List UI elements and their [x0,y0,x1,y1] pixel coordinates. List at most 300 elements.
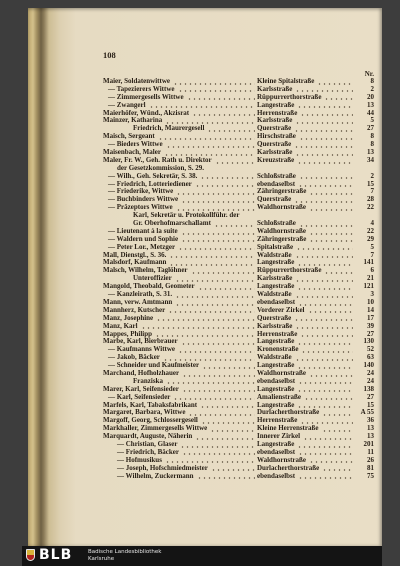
entry-house-number: 81 [367,464,374,472]
address-entry [103,94,374,102]
entry-street-cell [257,133,355,141]
leader-dots [300,110,353,118]
entry-name-cell [103,133,257,141]
leader-dots [294,141,353,149]
entry-street-cell [257,220,355,228]
leader-dots [175,291,255,299]
entry-street: ebendaselbst [257,298,296,306]
leader-dots [187,94,255,102]
blb-emblem-icon [26,549,35,561]
address-entry [103,457,374,465]
address-entry [103,409,374,417]
entry-house-number: 138 [363,385,374,393]
entry-street-cell [257,102,355,110]
entry-name-cell [103,441,257,449]
entry-street: Waldstraße [257,354,292,362]
entry-street: Langestraße [257,101,295,109]
entry-street: Vorderer Zirkel [257,306,305,314]
entry-street: Karlsstraße [257,322,293,330]
entry-street-cell [257,378,355,386]
entry-name-cell [103,157,257,165]
entry-street-cell [257,331,355,339]
entry-house-number: 13 [367,433,374,441]
entry-street: Amalienstraße [257,393,301,401]
entry-name-cell [103,204,257,212]
entry-street: Hirschstraße [257,133,296,141]
entry-street: Herrenstraße [257,417,298,425]
leader-dots [178,86,256,94]
entry-street-cell [257,370,355,378]
leader-dots [298,378,353,386]
entry-house-number: 22 [367,204,374,212]
entry-house-number: 75 [367,472,374,480]
entry-house-number: 13 [367,101,374,109]
leader-dots [298,449,353,457]
entry-street: ebendaselbst [257,377,296,385]
entry-name: Karl, Sekretär u. Protokollführ. der [133,212,240,220]
entry-street: Innerer Zirkel [257,433,301,441]
entry-name: Margoff, Georg, Schlossergesell [103,417,198,425]
entry-street-cell [257,228,355,236]
entry-house-number: 6 [370,267,374,275]
leader-dots [207,125,255,133]
address-entry [103,425,374,433]
entry-name: — Kaufmanns Wittwe [108,346,176,354]
address-entry [103,86,374,94]
leader-dots [309,457,353,465]
entry-house-number: 26 [367,456,374,464]
leader-dots [181,338,255,346]
entry-name-cell [103,362,257,370]
entry-street: Langestraße [257,440,295,448]
entry-name: — Schneider und Kaufmeister [108,362,200,370]
entry-house-number: 15 [367,401,374,409]
entry-street: Zähringerstraße [257,235,307,243]
leader-dots [298,181,353,189]
entry-street-cell [257,86,355,94]
entry-house-number: 13 [367,149,374,157]
address-entry [103,378,374,386]
address-entry [103,370,374,378]
entry-street-cell [257,212,355,220]
leader-dots [166,378,255,386]
entry-house-number: 44 [367,109,374,117]
leader-dots [322,409,353,417]
entry-name: Maler, Fr. W., Geh. Rath u. Direktor [103,156,212,164]
entry-name-cell [103,110,257,118]
entry-name-cell [103,425,257,433]
address-entry [103,157,374,165]
leader-dots [301,346,353,354]
address-entry [103,473,374,481]
address-entry [103,252,374,260]
leader-dots [303,433,353,441]
entry-name-cell [103,86,257,94]
entry-name: Marfels, Karl, Tabaksfabrikant [103,401,198,409]
entry-name-cell [103,267,257,275]
address-entry [103,315,374,323]
leader-dots [299,220,353,228]
entry-street-cell [257,259,355,267]
leader-dots [297,283,353,291]
entry-name: Franziska [133,377,163,385]
entry-street: ebendaselbst [257,448,296,456]
leader-dots [300,331,353,339]
entry-name-cell [103,315,257,323]
address-entry [103,465,374,473]
entry-name: — Jakob, Bäcker [108,354,160,362]
entry-house-number: 4 [370,220,374,228]
leader-dots [297,441,353,449]
entry-street-cell [257,181,355,189]
entry-street-cell [257,299,355,307]
leader-dots [324,94,353,102]
address-entry [103,204,374,212]
leader-dots [182,449,255,457]
entry-name-cell [103,283,257,291]
entry-name: Mannherz, Kutscher [103,306,166,314]
entry-street: Langestraße [257,401,295,409]
entry-house-number: 20 [367,93,374,101]
entry-street: Langestraße [257,259,295,267]
entry-name-cell [103,188,257,196]
leader-dots [297,338,353,346]
entry-street-cell [257,315,355,323]
entry-name-cell [103,78,257,86]
leader-dots [169,259,255,267]
address-entry [103,173,374,181]
leader-dots [297,259,353,267]
entry-name: Friedrich, Maurergesell [133,125,205,133]
leader-dots [299,173,353,181]
address-entry [103,220,374,228]
leader-dots [211,465,255,473]
entry-name-cell [103,173,257,181]
address-entry [103,307,374,315]
entry-name: Marquardt, Auguste, Näherin [103,433,193,441]
address-entry [103,149,374,157]
address-entry [103,402,374,410]
leader-dots [180,441,255,449]
entry-name-cell [103,236,257,244]
entry-street-cell [257,252,355,260]
leader-dots [304,394,353,402]
entry-house-number: 28 [367,196,374,204]
leader-dots [297,402,353,410]
entry-name-cell [103,220,257,228]
leader-dots [155,331,255,339]
entry-house-number: 201 [363,440,374,448]
address-entry [103,196,374,204]
leader-dots [149,102,255,110]
entry-street-cell [257,110,355,118]
entry-house-number: 27 [367,330,374,338]
address-list [103,78,374,480]
leader-dots [317,78,353,86]
entry-street: Querstraße [257,141,292,149]
entry-name-cell [103,457,257,465]
address-entry [103,236,374,244]
entry-name: — Wilh., Geh. Sekretär, S. 38. [108,172,198,180]
leader-dots [295,86,353,94]
entry-street: Kleine Spitalstraße [257,78,315,85]
address-entry [103,362,374,370]
entry-name-cell [103,386,257,394]
leader-dots [296,244,353,252]
entry-house-number: 22 [367,227,374,235]
entry-name-cell [103,244,257,252]
entry-street: Zähringerstraße [257,188,307,196]
entry-name: — Zwangerl [108,101,146,109]
entry-street-cell [257,196,355,204]
entry-name-cell [103,449,257,457]
leader-dots [210,425,255,433]
entry-house-number: 8 [370,78,374,85]
entry-name-cell [103,378,257,386]
entry-name: — Wilhelm, Zuckermann [117,472,194,480]
leader-dots [295,275,353,283]
entry-street-cell [257,267,355,275]
entry-name: — Zimmergesells Wittwe [108,93,184,101]
entry-name: — Tapezierers Wittwe [108,85,175,93]
entry-name-cell [103,181,257,189]
entry-street-cell [257,165,355,173]
entry-name: Manz, Karl [103,322,138,330]
blb-logo-text: BLB [39,547,73,563]
entry-name: Malsdorf, Kaufmann [103,259,167,267]
entry-street: Waldhornstraße [257,227,307,235]
leader-dots [178,346,255,354]
entry-street: Langestraße [257,338,295,346]
address-entry [103,417,374,425]
entry-house-number: 17 [367,314,374,322]
entry-street: Karlsstraße [257,117,293,125]
entry-house-number [355,212,374,220]
entry-street: Rüppurrerthorstraße [257,93,322,101]
house-number-column-header: Nr. [364,70,374,78]
entry-house-number: 11 [367,448,374,456]
entry-name-cell [103,275,257,283]
leader-dots [309,204,353,212]
address-entry [103,212,374,220]
leader-dots [195,433,255,441]
leader-dots [309,236,353,244]
entry-name: Mann, verw. Amtmann [103,298,173,306]
library-footer-bar [22,546,382,566]
entry-name-cell [103,196,257,204]
entry-street-cell [257,409,355,417]
entry-street: ebendaselbst [257,472,296,480]
entry-street: Herrenstraße [257,109,298,117]
address-entry [103,291,374,299]
entry-street-cell [257,188,355,196]
entry-street-cell [257,141,355,149]
leader-dots [192,110,255,118]
entry-house-number: 52 [367,346,374,354]
address-entry [103,346,374,354]
entry-street: Waldstraße [257,291,292,299]
leader-dots [322,425,354,433]
entry-street-cell [257,291,355,299]
entry-name: Maisch, Sergeant [103,133,155,141]
entry-name-cell [103,149,257,157]
leader-dots [215,157,255,165]
address-entry [103,386,374,394]
entry-name: der Gesetzkommission, S. 29. [117,164,204,172]
entry-house-number [355,165,374,173]
entry-street: Kreuzstraße [257,156,295,164]
entry-name-cell [103,409,257,417]
entry-house-number: A 55 [360,409,374,417]
entry-street: Querstraße [257,196,292,204]
entry-street: Waldhornstraße [257,204,307,212]
leader-dots [181,236,255,244]
entry-house-number: 5 [370,117,374,125]
entry-name: — Buchbinders Wittwe [108,196,179,204]
address-entry [103,259,374,267]
entry-street-cell [257,94,355,102]
leader-dots [309,228,353,236]
entry-street: Querstraße [257,314,292,322]
entry-street-cell [257,386,355,394]
entry-name-cell [103,291,257,299]
entry-house-number: 8 [370,141,374,149]
address-entry [103,244,374,252]
address-entry [103,441,374,449]
entry-street-cell [257,338,355,346]
entry-name: — Bieders Wittwe [108,141,163,149]
address-entry [103,299,374,307]
entry-street: Waldhornstraße [257,456,307,464]
leader-dots [176,188,255,196]
leader-dots [309,188,353,196]
entry-name-cell [103,259,257,267]
entry-street: Schloßstraße [257,172,296,180]
entry-house-number: 140 [363,362,374,370]
entry-street: Kronenstraße [257,346,299,354]
address-entry [103,78,374,86]
entry-house-number: 2 [370,172,374,180]
leader-dots [297,102,353,110]
entry-name: Maisenbach, Maler [103,149,161,157]
entry-name: — Waldern und Sophie [108,235,179,243]
leader-dots [200,402,255,410]
entry-street: Karlsstraße [257,275,293,283]
leader-dots [294,196,353,204]
entry-street-cell [257,362,355,370]
entry-name-cell [103,323,257,331]
leader-dots [214,220,255,228]
address-entry [103,323,374,331]
entry-name: — Friedrich, Lotteriediener [108,180,192,188]
leader-dots [163,354,255,362]
entry-name-cell [103,212,257,220]
entry-street: Querstraße [257,125,292,133]
entry-name: — Lieutenant à la suite [108,227,178,235]
address-entry [103,165,374,173]
entry-house-number: 7 [370,251,374,259]
entry-street: Durlacherthorstraße [257,464,320,472]
entry-street: Langestraße [257,283,295,291]
entry-name-cell [103,346,257,354]
leader-dots [201,417,255,425]
entry-street: ebendaselbst [257,180,296,188]
entry-street-cell [257,125,355,133]
address-entry [103,181,374,189]
entry-street: Schloßstraße [257,220,296,228]
leader-dots [178,244,255,252]
leader-dots [165,117,255,125]
entry-name: Maier, Soldatenwittwe [103,78,171,85]
library-name: Badische Landesbibliothek [88,549,162,555]
entry-house-number: 2 [370,85,374,93]
entry-house-number: 5 [370,243,374,251]
entry-name: — Joseph, Hofschmiedmeister [117,464,208,472]
leader-dots [173,394,255,402]
leader-dots [297,157,353,165]
address-entry [103,117,374,125]
entry-name: — Hofmusikus [117,456,162,464]
leader-dots [202,362,255,370]
entry-name: Mappes, Philipp [103,330,153,338]
address-entry [103,275,374,283]
leader-dots [297,386,353,394]
entry-street-cell [257,441,355,449]
entry-name: Unteroffizier [133,275,172,283]
leader-dots [181,228,255,236]
entry-name: Mall, Dienstgl., S. 36. [103,251,167,259]
page-number: 108 [103,50,116,60]
entry-street-cell [257,402,355,410]
leader-dots [294,315,353,323]
entry-street-cell [257,244,355,252]
entry-name: Manz, Josephine [103,314,154,322]
entry-street-cell [257,417,355,425]
leader-dots [309,370,353,378]
entry-house-number: 8 [370,133,374,141]
entry-name: — Karl, Seifensieder [108,393,171,401]
entry-street-cell [257,78,355,86]
entry-street-cell [257,275,355,283]
address-entry [103,433,374,441]
address-entry [103,188,374,196]
entry-house-number: 27 [367,393,374,401]
leader-dots [156,315,255,323]
leader-dots [298,473,353,481]
entry-name-cell [103,141,257,149]
entry-name-cell [103,117,257,125]
leader-dots [182,370,255,378]
entry-house-number: 63 [367,354,374,362]
address-entry [103,133,374,141]
leader-dots [169,252,255,260]
entry-house-number: 10 [367,298,374,306]
leader-dots [165,457,255,465]
entry-house-number: 34 [367,156,374,164]
entry-house-number: 15 [367,180,374,188]
entry-name-cell [103,299,257,307]
leader-dots [200,173,255,181]
entry-street-cell [257,354,355,362]
leader-dots [181,196,255,204]
entry-house-number: 36 [367,417,374,425]
leader-dots [308,307,353,315]
entry-name: Margaret, Barbara, Wittwe [103,409,186,417]
library-city: Karlsruhe [88,556,115,562]
entry-name: Markhaller, Zimmergesells Wittwe [103,425,208,433]
address-entry [103,394,374,402]
entry-street: Durlacherthorstraße [257,409,320,417]
